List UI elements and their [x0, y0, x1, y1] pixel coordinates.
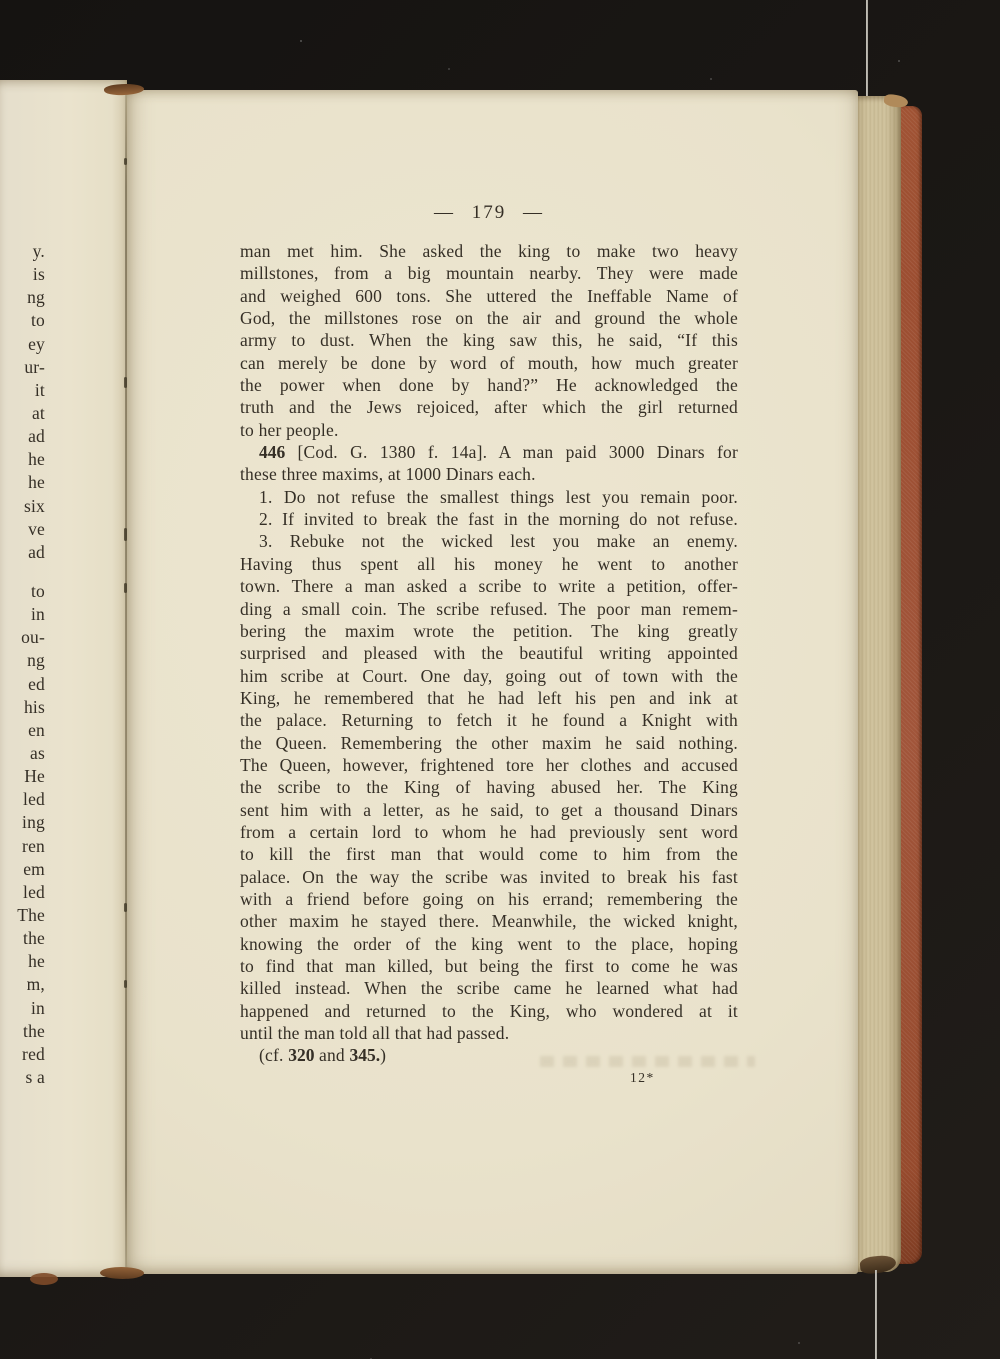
- facing-page-fragment: led: [23, 789, 45, 810]
- text-line: him scribe at Court. One day, going out of town with the: [240, 665, 738, 686]
- text-line: 1. Do not refuse the smallest things lest you remain poor.: [259, 486, 738, 507]
- torn-paper-chip: [100, 1266, 144, 1280]
- cradle-string-top: [866, 0, 868, 96]
- text-line: 3. Rebuke not the wicked lest you make an enemy.: [259, 531, 738, 552]
- text-line: army to dust. When the king saw this, he said, “If this: [240, 330, 738, 351]
- text-line: Having thus spent all his money he went to another: [240, 553, 738, 574]
- text-line: from a certain lord to whom he had previously sent word: [240, 821, 738, 842]
- facing-page-fragment: he: [28, 472, 45, 493]
- text-line: the palace. Returning to fetch it he found a Knight with: [240, 710, 738, 731]
- text-line: town. There a man asked a scribe to write a petition, offer-: [240, 576, 738, 597]
- text-line: ding a small coin. The scribe refused. The poor man remem-: [240, 598, 738, 619]
- text-line: 2. If invited to break the fast in the morning do not refuse.: [259, 509, 738, 530]
- facing-page-fragment: ur-: [24, 356, 45, 377]
- facing-page-fragment: in: [30, 604, 45, 625]
- facing-page-fragment: is: [32, 264, 45, 285]
- text-line: sent him with a letter, as he said, to get a thousand Dinars: [240, 799, 738, 820]
- facing-page-fragment: ng: [27, 287, 45, 308]
- facing-page-fragment: at: [31, 402, 45, 423]
- text-line: King, he remembered that he had left his pen and ink at: [240, 687, 738, 708]
- text-line: the power when done by hand?” He acknowledged the: [240, 375, 738, 396]
- dust-specks: [300, 40, 302, 42]
- torn-paper-chip: [859, 1254, 897, 1275]
- facing-page-fragment: ng: [27, 650, 45, 671]
- text-line: palace. On the way the scribe was invited to break his fast: [240, 866, 738, 887]
- text-line: truth and the Jews rejoiced, after which the girl returned: [240, 397, 738, 418]
- facing-page-fragment: six: [23, 495, 45, 516]
- text-line: other maxim he stayed there. Meanwhile, the wicked knight,: [240, 911, 738, 932]
- text-line: with a friend before going on his errand; remembering the: [240, 888, 738, 909]
- facing-page-fragment: red: [22, 1043, 45, 1064]
- text-line: these three maxims, at 1000 Dinars each.: [240, 464, 536, 485]
- text-line: millstones, from a big mountain nearby. They were made: [240, 263, 738, 284]
- facing-page-fragment: y.: [32, 241, 45, 261]
- page-edge-stack: [855, 96, 901, 1272]
- facing-page-fragment: ad: [28, 541, 45, 562]
- facing-page-fragment: to: [30, 310, 45, 331]
- text-line: the scribe to the King of having abused her. The King: [240, 777, 738, 798]
- gutter-stitch-mark: [124, 158, 127, 165]
- facing-page-fragment: ing: [22, 812, 45, 833]
- facing-page-fragment: em: [23, 858, 45, 879]
- gutter-fold: [125, 92, 127, 1275]
- facing-page-fragment: ve: [28, 518, 45, 539]
- facing-page-fragments-lower: [0, 580, 46, 1089]
- facing-page-fragment: to: [30, 581, 45, 601]
- facing-page-fragment: ren: [22, 835, 45, 856]
- gutter-stitch-mark: [124, 903, 127, 912]
- facing-page-fragment: he: [28, 951, 45, 972]
- facing-page-fragment: ad: [28, 426, 45, 447]
- text-line: and weighed 600 tons. She uttered the Ineffable Name of: [240, 285, 738, 306]
- text-line: man met him. She asked the king to make two heavy: [240, 241, 738, 261]
- text-line: God, the millstones rose on the air and ground the whole: [240, 308, 738, 329]
- gutter-stitch-mark: [124, 583, 127, 593]
- facing-page-fragment: in: [30, 997, 45, 1018]
- text-line: killed instead. When the scribe came he learned what had: [240, 978, 738, 999]
- gutter-stitch-mark: [124, 377, 127, 388]
- text-line: happened and returned to the King, who wondered at it: [240, 1000, 738, 1021]
- torn-paper-chip: [30, 1273, 58, 1285]
- facing-page-fragment: en: [28, 719, 45, 740]
- gutter-stitch-mark: [124, 980, 127, 988]
- text-line: can merely be done by word of mouth, how much greater: [240, 352, 738, 373]
- text-line: surprised and pleased with the beautiful writing appointed: [240, 643, 738, 664]
- facing-page-fragment: ed: [28, 673, 45, 694]
- facing-page-fragment: m,: [26, 974, 45, 995]
- text-line: bering the maxim wrote the petition. The king greatly: [240, 620, 738, 641]
- text-line: the Queen. Remembering the other maxim he said nothing.: [240, 732, 738, 753]
- facing-page-fragment: The: [17, 904, 45, 925]
- facing-page-fragment: s a: [25, 1066, 45, 1087]
- text-line: to find that man killed, but being the first to come he was: [240, 956, 738, 976]
- text-line: (cf. 320 and 345.): [259, 1045, 387, 1066]
- text-line: to kill the first man that would come to him from the: [240, 844, 738, 865]
- gutter-stitch-mark: [124, 528, 127, 541]
- cradle-string-bottom: [875, 1270, 877, 1359]
- facing-page-fragments-upper: [0, 240, 46, 564]
- facing-page-fragment: he: [28, 449, 45, 470]
- printer-signature-mark: 12*: [630, 1070, 655, 1085]
- text-line: until the man told all that had passed.: [240, 1023, 510, 1044]
- facing-page-fragment: it: [34, 379, 45, 400]
- facing-page-fragment: his: [23, 696, 45, 717]
- text-line: knowing the order of the king went to the place, hoping: [240, 933, 738, 954]
- facing-page-fragment: ey: [28, 333, 45, 354]
- text-line: to her people.: [240, 419, 339, 440]
- text-line: The Queen, however, frightened tore her clothes and accused: [240, 754, 738, 775]
- body-text: [240, 240, 738, 1067]
- facing-page-fragment: as: [30, 742, 45, 763]
- facing-page-fragment: the: [23, 1020, 45, 1041]
- page-number: — 179 —: [434, 202, 544, 223]
- facing-page-fragment: the: [23, 928, 45, 949]
- facing-page-fragment: led: [23, 881, 45, 902]
- text-line: 446 [Cod. G. 1380 f. 14a]. A man paid 3000 Dinars for: [259, 442, 738, 463]
- facing-page-fragment: He: [24, 766, 45, 787]
- facing-page-fragment: ou-: [21, 627, 45, 648]
